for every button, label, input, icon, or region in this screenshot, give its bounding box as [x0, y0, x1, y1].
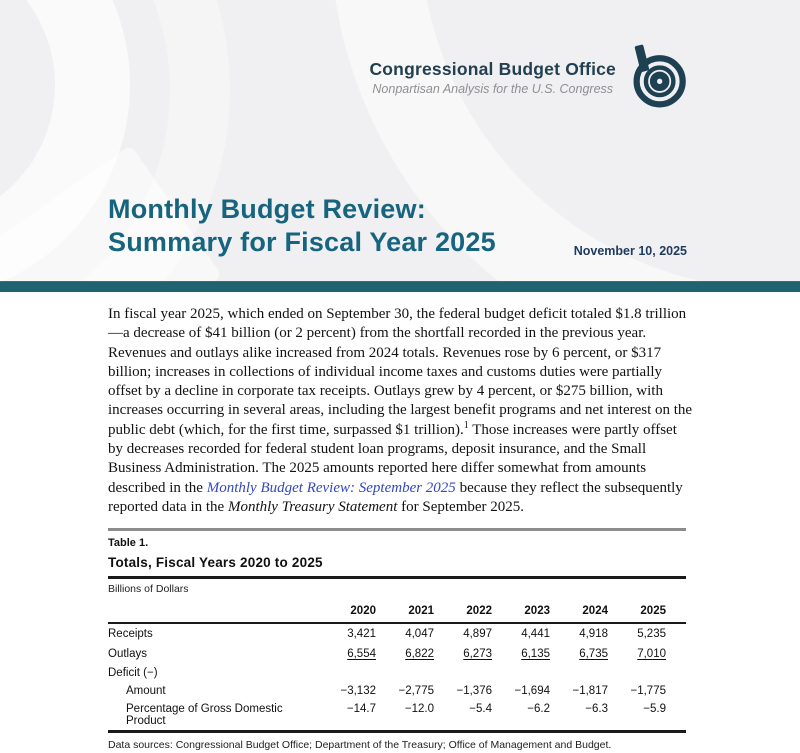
column-header: 2023: [524, 605, 550, 617]
row-label: Percentage of Gross Domestic Product: [126, 702, 283, 727]
table-row-pct-gdp: [108, 700, 686, 730]
footnote-marker: 1: [463, 419, 469, 431]
table-title: Totals, Fiscal Years 2020 to 2025: [108, 555, 323, 570]
paragraph-text: In fiscal year 2025, which ended on September 30, the federal budget deficit totaled $1.8 trillion—a decrease of $41 billion (or 2 percent) from the shortfall recorded in the previous year. Revenues and outlays alike increased from 2024 totals. Revenues rose by 6 percent, or $317 billion; increases in collections of individual income taxes and customs duties were partially offset by a decline in corporate tax receipts. Outlays grew by 4 percent, or $275 billion, with increases occurring in several areas, including the largest benefit programs and net interest on the public debt (which, for the first time, surpassed $1 trillion).: [108, 306, 693, 438]
monthly-budget-review-link[interactable]: Monthly Budget Review: September 2025: [206, 479, 456, 496]
table-cell: −6.3: [585, 702, 608, 715]
table-cell: 6,273: [463, 647, 492, 660]
table-cell: 4,918: [579, 627, 608, 640]
table-row-receipts: [108, 624, 686, 644]
summary-paragraph: [108, 305, 693, 517]
row-label: Deficit (−): [108, 666, 158, 679]
table-cell: 4,047: [405, 627, 434, 640]
paragraph-text: for September 2025.: [397, 498, 525, 515]
column-header: 2022: [466, 605, 492, 617]
page-title-line1: Monthly Budget Review:: [108, 194, 426, 224]
table-cell: −1,376: [456, 684, 492, 697]
table-cell: 7,010: [637, 647, 666, 660]
table-cell: 3,421: [347, 627, 376, 640]
cbo-brand: [369, 44, 688, 108]
table-cell: 6,554: [347, 647, 376, 660]
page-title: [108, 193, 496, 259]
column-header: 2020: [350, 605, 376, 617]
table-cell: 5,235: [637, 627, 666, 640]
publication-title-italic: Monthly Treasury Statement: [227, 498, 398, 515]
table-cell: 4,897: [463, 627, 492, 640]
table-number: Table 1.: [108, 537, 149, 549]
table-cell: −1,817: [572, 684, 608, 697]
column-header: 2021: [408, 605, 434, 617]
table-top-rule: [108, 528, 686, 531]
table-cell: −5.4: [469, 702, 492, 715]
table-cell: 6,135: [521, 647, 550, 660]
accent-divider-bar: [0, 281, 800, 292]
table-cell: −12.0: [404, 702, 434, 715]
paragraph-text: Those increases were partly offset by decreases recorded for federal student loan programs, deposit insurance, and the Small Business Administration. The 2025 amounts reported here differ somewhat from amounts described in the: [108, 421, 677, 496]
table-cell: −5.9: [643, 702, 666, 715]
table-header-row: [108, 601, 686, 622]
table-row-outlays: [108, 644, 686, 664]
table-cell: −14.7: [346, 702, 376, 715]
page-title-line2: Summary for Fiscal Year 2025: [108, 226, 496, 257]
cbo-brand-tagline: Nonpartisan Analysis for the U.S. Congress: [372, 81, 614, 96]
cbo-brand-text: [369, 55, 616, 97]
row-label: Receipts: [108, 627, 153, 640]
table-cell: −2,775: [398, 684, 434, 697]
table-cell: −1,775: [630, 684, 666, 697]
column-header: 2025: [640, 605, 666, 617]
cbo-logo-icon: [626, 44, 688, 108]
table-1: [108, 528, 686, 753]
table-cell: −3,132: [340, 684, 376, 697]
publication-date: November 10, 2025: [573, 244, 687, 258]
row-label: Outlays: [108, 647, 147, 660]
column-header: 2024: [582, 605, 608, 617]
table-cell: −6.2: [527, 702, 550, 715]
table-cell: 6,735: [579, 647, 608, 660]
table-data-sources: Data sources: Congressional Budget Office; Department of the Treasury; Office of Management and Budget.: [108, 738, 612, 751]
masthead: [0, 0, 800, 281]
table-units-label: Billions of Dollars: [108, 583, 189, 595]
paragraph-text: because they reflect the subsequently reported data in the: [108, 479, 683, 515]
table-cell: −1,694: [514, 684, 550, 697]
table-row-deficit: [108, 664, 686, 682]
table-row-amount: [108, 682, 686, 700]
table-cell: 6,822: [405, 647, 434, 660]
row-label: Amount: [126, 684, 166, 697]
cbo-brand-name: Congressional Budget Office: [369, 58, 616, 79]
table-cell: 4,441: [521, 627, 550, 640]
